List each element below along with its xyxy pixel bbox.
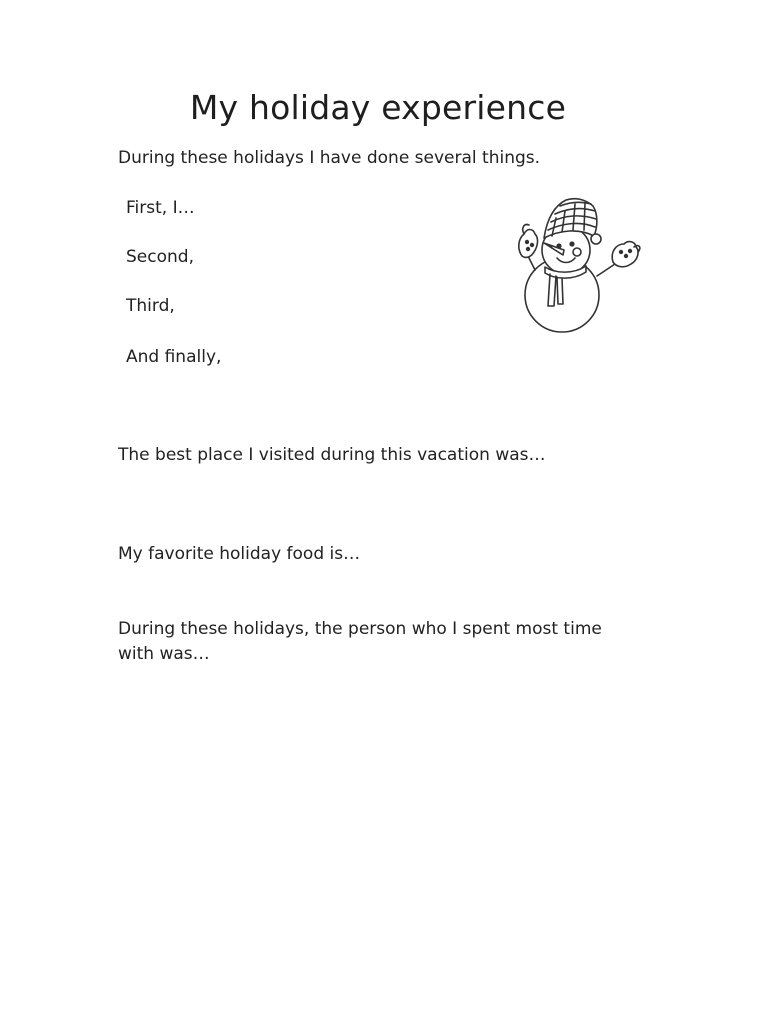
page-title: My holiday experience — [189, 88, 567, 127]
step-third: Third, — [126, 296, 175, 316]
step-first: First, I… — [126, 198, 195, 218]
snowman-icon — [514, 194, 646, 336]
question-best-place: The best place I visited during this vacation was… — [118, 445, 546, 465]
question-person: During these holidays, the person who I spent most time with was… — [118, 619, 602, 664]
question-favorite-food: My favorite holiday food is… — [118, 544, 361, 564]
intro-text: During these holidays I have done several things. — [118, 148, 541, 168]
step-finally: And finally, — [126, 347, 222, 367]
step-second: Second, — [126, 247, 194, 267]
